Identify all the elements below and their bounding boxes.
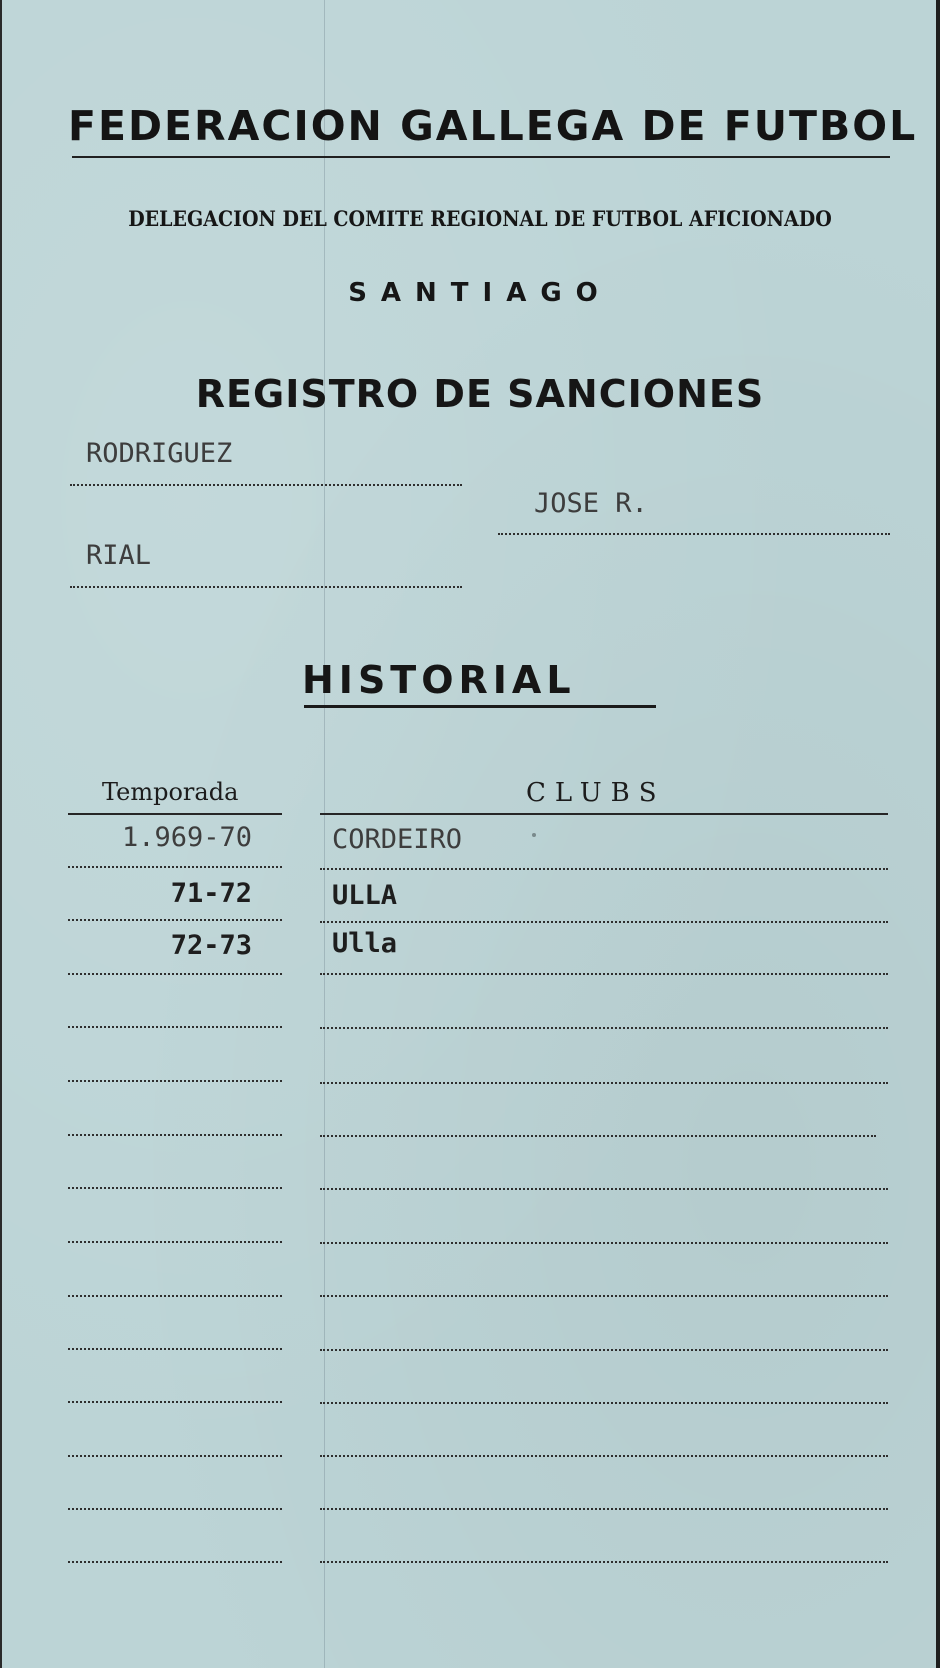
given-name-value: JOSE R. [534,488,648,519]
season-line-3 [68,973,282,975]
season-line-6 [68,1134,282,1136]
club-line-11 [320,1402,888,1404]
history-underline [304,705,656,708]
register-title: REGISTRO DE SANCIONES [195,372,765,416]
given-name-line [498,533,890,535]
club-line-9 [320,1295,888,1297]
ink-speck [532,833,536,837]
season-line-14 [68,1561,282,1563]
season-line-5 [68,1080,282,1082]
season-header-rule [68,813,282,815]
season-line-12 [68,1455,282,1457]
season-line-9 [68,1295,282,1297]
column-header-clubs: CLUBS [526,778,666,808]
club-line-3 [320,973,888,975]
club-line-12 [320,1455,888,1457]
fold-crease [324,0,325,1668]
club-line-13 [320,1508,888,1510]
history-row-2-season: 71-72 [170,878,252,909]
season-line-4 [68,1026,282,1028]
club-line-10 [320,1349,888,1351]
history-row-3-club: Ulla [332,928,398,959]
club-line-14 [320,1561,888,1563]
club-line-1 [320,868,888,870]
second-surname-line [70,586,462,588]
history-row-1-club: CORDEIRO [332,824,463,855]
season-line-13 [68,1508,282,1510]
clubs-header-rule [320,813,888,815]
season-line-7 [68,1187,282,1189]
club-line-8 [320,1242,888,1244]
season-line-8 [68,1241,282,1243]
club-line-7 [320,1188,888,1190]
federation-title: FEDERACION GALLEGA DE FUTBOL [68,102,918,150]
city-label: SANTIAGO [348,278,612,308]
first-surname-line [70,484,462,486]
history-row-3-season: 72-73 [170,930,252,961]
second-surname-value: RIAL [86,540,152,571]
history-title: HISTORIAL [302,658,576,702]
club-line-5 [320,1082,888,1084]
history-row-2-club: ULLA [332,880,398,911]
club-line-6 [320,1135,876,1137]
season-line-1 [68,866,282,868]
delegation-subtitle: DELEGACION DEL COMITE REGIONAL DE FUTBOL AFICIONADO [128,206,832,232]
season-line-2 [68,919,282,921]
title-underline [72,156,890,158]
club-line-2 [320,921,888,923]
history-row-1-season: 1.969-70 [121,822,252,853]
first-surname-value: RODRIGUEZ [86,438,233,469]
column-header-season: Temporada [102,778,239,806]
season-line-11 [68,1401,282,1403]
club-line-4 [320,1027,888,1029]
season-line-10 [68,1348,282,1350]
